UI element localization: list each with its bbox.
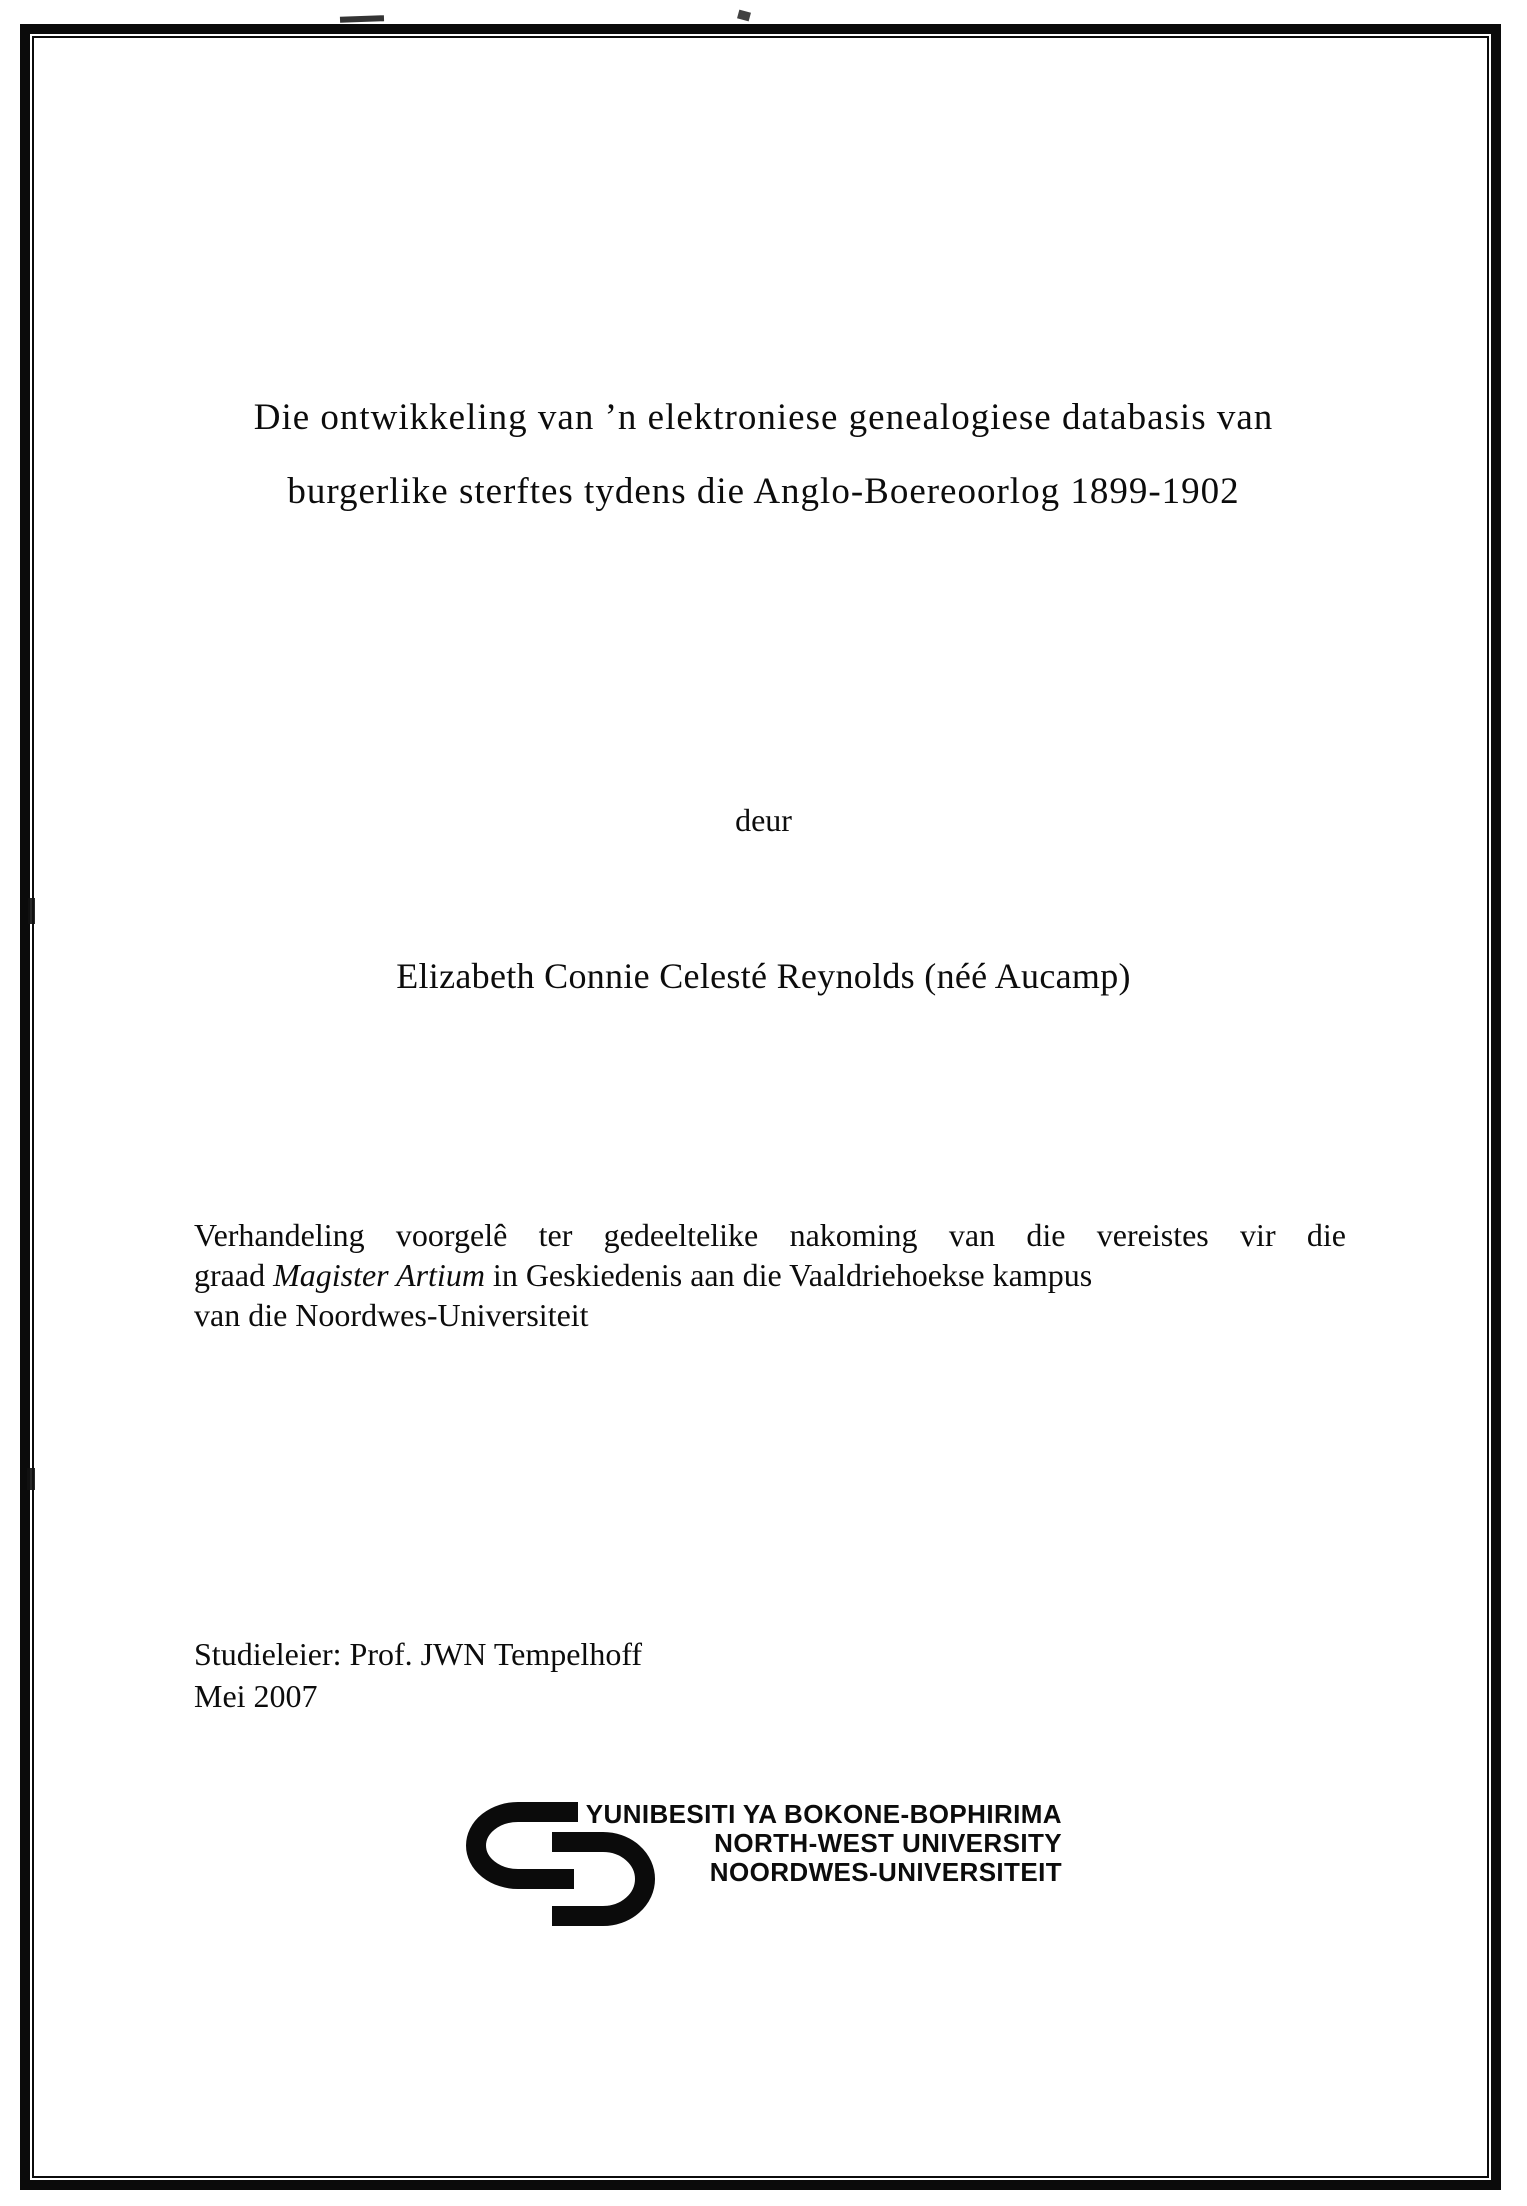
statement-line2: [194, 1255, 1346, 1295]
scan-artifact: [340, 15, 384, 23]
scan-artifact: [27, 1468, 35, 1490]
thesis-statement: [194, 1215, 1346, 1335]
logo-text-english: NORTH-WEST UNIVERSITY: [714, 1828, 1062, 1858]
statement-line2-prefix: graad: [194, 1257, 274, 1293]
scan-artifact: [737, 10, 751, 22]
date-line: Mei 2007: [194, 1678, 318, 1714]
logo-text-setswana: YUNIBESITI YA BOKONE-BOPHIRIMA: [585, 1799, 1062, 1829]
statement-line2-suffix: in Geskiedenis aan die Vaaldriehoekse kampus: [484, 1257, 1093, 1293]
statement-line1: Verhandeling voorgelê ter gedeeltelike nakoming van die vereistes vir die: [194, 1217, 1346, 1253]
byline-label: deur: [735, 802, 792, 838]
thesis-title-line2: burgerlike sterftes tydens die Anglo-Boereoorlog 1899-1902: [287, 471, 1240, 512]
supervisor-block: [194, 1633, 642, 1717]
author-name: Elizabeth Connie Celesté Reynolds (néé Aucamp): [396, 956, 1131, 996]
thesis-title-line1: Die ontwikkeling van ’n elektroniese genealogiese databasis van: [253, 397, 1274, 438]
university-logo-text: [580, 1800, 1062, 1887]
scan-artifact: [28, 898, 35, 924]
supervisor-line: Studieleier: Prof. JWN Tempelhoff: [194, 1636, 643, 1672]
statement-line3: van die Noordwes-Universiteit: [194, 1297, 589, 1333]
degree-name-italic: Magister Artium: [273, 1257, 485, 1293]
logo-text-afrikaans: NOORDWES-UNIVERSITEIT: [709, 1857, 1062, 1887]
thesis-title: [60, 381, 1467, 529]
